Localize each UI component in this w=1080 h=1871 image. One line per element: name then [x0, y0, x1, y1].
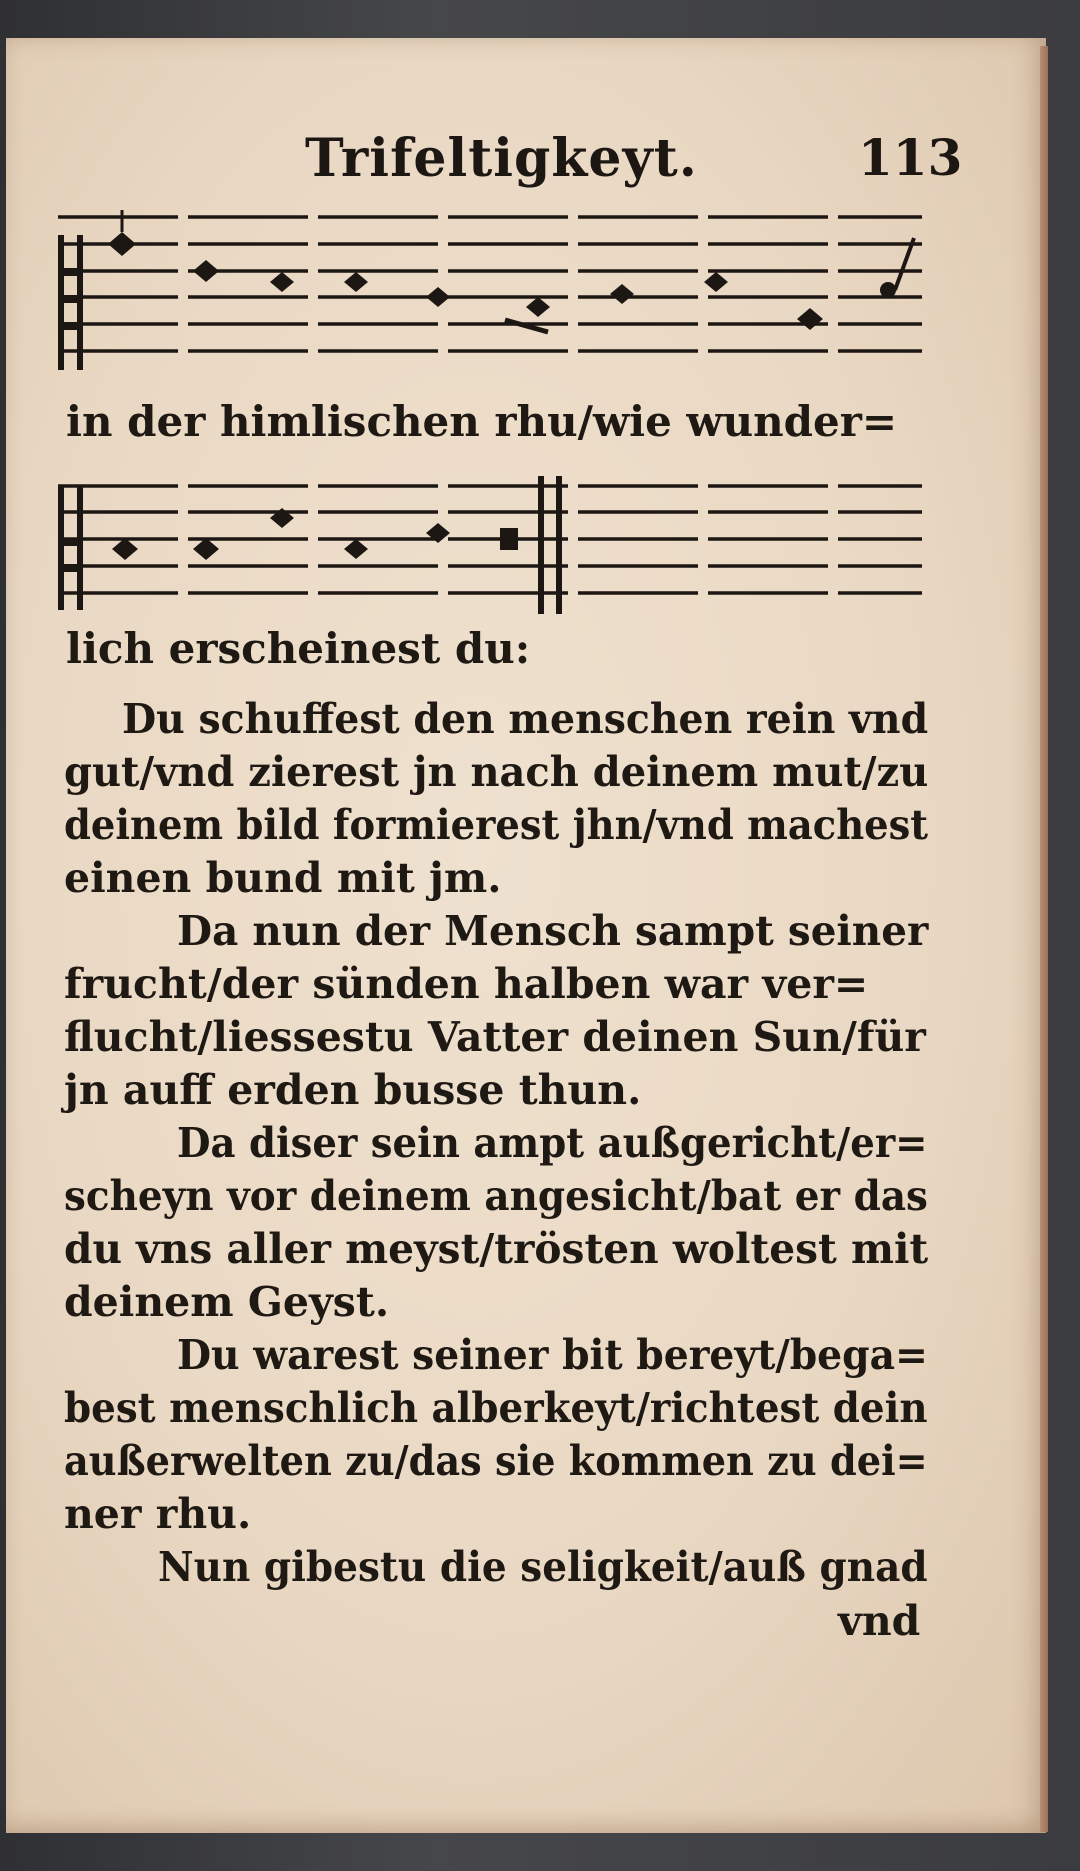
- verse-line: Da diser sein ampt außgericht/er=: [177, 1119, 928, 1167]
- verse-line: jn auff erden busse thun.: [64, 1066, 642, 1114]
- verse-line: gut/vnd zierest jn nach deinem mut/zu: [64, 748, 929, 796]
- lyric-line-2: lich erscheinest du:: [66, 624, 531, 673]
- verse-line: ner rhu.: [64, 1490, 252, 1538]
- verse-line: du vns aller meyst/trösten woltest mit: [64, 1225, 929, 1273]
- running-title: Trifeltigkeyt.: [305, 128, 698, 189]
- verse-line: vnd: [838, 1597, 921, 1645]
- verse-line: deinem Geyst.: [64, 1278, 390, 1326]
- verse-line: flucht/liessestu Vatter deinen Sun/für: [64, 1013, 926, 1061]
- verse-line: best menschlich alberkeyt/richtest dein: [64, 1384, 928, 1432]
- verse-line: deinem bild formierest jhn/vnd machest: [64, 801, 929, 849]
- verse-line: Du schuffest den menschen rein vnd: [122, 695, 929, 743]
- verse-line: Da nun der Mensch sampt seiner: [177, 907, 929, 955]
- verse-line: Du warest seiner bit bereyt/bega=: [177, 1331, 928, 1379]
- page-number: 113: [858, 128, 963, 187]
- verse-line: einen bund mit jm.: [64, 854, 502, 902]
- verse-line: Nun gibestu die seligkeit/auß gnad: [158, 1543, 928, 1591]
- verse-line: außerwelten zu/das sie kommen zu dei=: [64, 1437, 928, 1485]
- verse-line: frucht/der sünden halben war ver=: [64, 960, 869, 1008]
- lyric-line-1: in der himlischen rhu/wie wunder=: [66, 397, 898, 446]
- verse-line: scheyn vor deinem angesicht/bat er das: [64, 1172, 928, 1220]
